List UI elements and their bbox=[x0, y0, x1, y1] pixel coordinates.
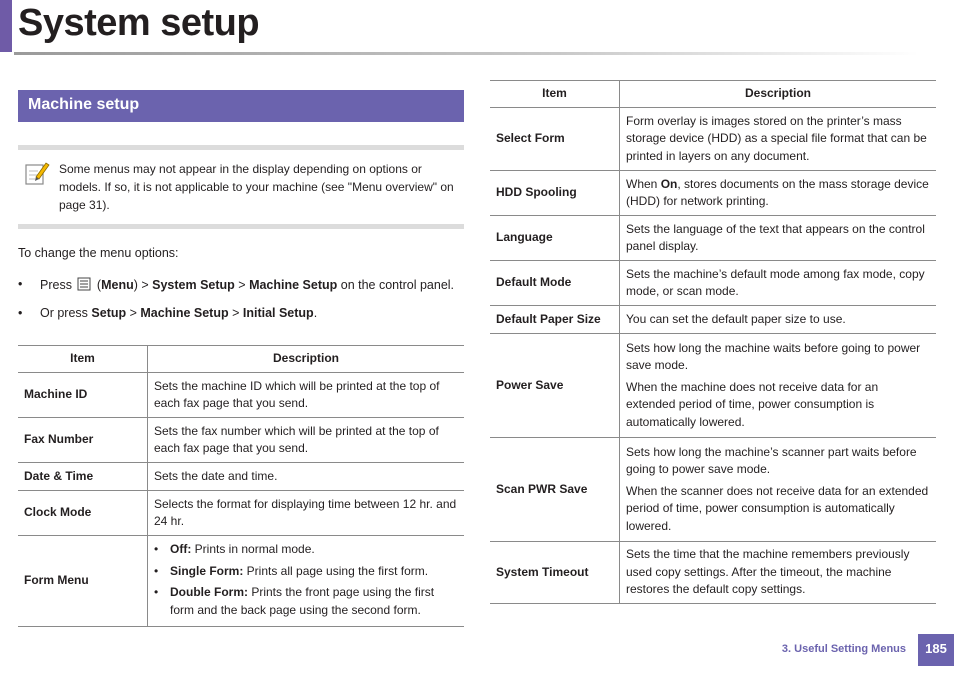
instruction-text: on the control panel. bbox=[337, 278, 455, 292]
description-text: When bbox=[626, 176, 661, 191]
menu-path-item: Machine Setup bbox=[249, 278, 338, 292]
intro-text: To change the menu options: bbox=[18, 246, 179, 260]
table-row bbox=[18, 491, 464, 536]
row-item: Clock Mode bbox=[18, 491, 148, 536]
menu-path-item: Initial Setup bbox=[242, 306, 314, 320]
menu-path-item: Machine Setup bbox=[140, 306, 229, 320]
row-item: Machine ID bbox=[18, 373, 148, 418]
row-item: Default Mode bbox=[490, 261, 620, 306]
table-row bbox=[490, 306, 936, 334]
title-accent-bar bbox=[0, 0, 12, 52]
row-description bbox=[620, 334, 937, 438]
row-item: HDD Spooling bbox=[490, 171, 620, 216]
table-row bbox=[490, 334, 936, 438]
instruction-text: Or press bbox=[40, 306, 92, 320]
menu-icon bbox=[77, 277, 91, 291]
row-description bbox=[620, 171, 937, 216]
row-item: System Timeout bbox=[490, 542, 620, 604]
row-description: Sets the language of the text that appears on the control panel display. bbox=[626, 221, 925, 253]
row-item: Scan PWR Save bbox=[490, 438, 620, 542]
table-row bbox=[490, 438, 936, 542]
menu-path-item: Setup bbox=[91, 306, 127, 320]
menu-path-item: System Setup bbox=[152, 278, 235, 292]
row-item: Select Form bbox=[490, 108, 620, 171]
description-text: , stores documents on the mass storage device (HDD) for network printing. bbox=[626, 176, 929, 208]
table-row bbox=[490, 261, 936, 306]
row-item: Form Menu bbox=[18, 536, 148, 627]
table-row bbox=[18, 418, 464, 463]
row-item: Default Paper Size bbox=[490, 306, 620, 334]
instruction-item: • Or press Setup > Machine Setup > Initial Setup. bbox=[18, 306, 454, 335]
table-row bbox=[490, 216, 936, 261]
instruction-text: . bbox=[313, 306, 318, 320]
row-description bbox=[620, 438, 937, 542]
title-divider bbox=[14, 52, 919, 55]
table-row bbox=[490, 542, 936, 604]
table-row bbox=[18, 463, 464, 491]
row-description: Sets the machine’s default mode among fax mode, copy mode, or scan mode. bbox=[626, 266, 925, 298]
option-item bbox=[154, 541, 458, 559]
option-text: Prints the front page using the first form and the back page using the second form. bbox=[170, 585, 435, 617]
row-description: Sets the time that the machine remembers previously used copy settings. After the timeout, the machine restores the default copy settings. bbox=[626, 547, 910, 597]
table-header-row bbox=[18, 346, 464, 373]
column-header-item: Item bbox=[490, 81, 620, 108]
option-label: Off: bbox=[170, 542, 192, 556]
option-text: Prints in normal mode. bbox=[191, 542, 315, 556]
chapter-label: 3. Useful Setting Menus bbox=[781, 643, 906, 655]
instruction-text: Press bbox=[40, 278, 72, 292]
column-header-description: Description bbox=[620, 81, 937, 108]
option-item bbox=[154, 563, 458, 581]
row-item: Language bbox=[490, 216, 620, 261]
table-row bbox=[490, 171, 936, 216]
row-description: Sets the machine ID which will be printed at the top of each fax page that you send. bbox=[154, 378, 440, 410]
instruction-list bbox=[18, 277, 454, 335]
description-paragraph: Sets how long the machine’s scanner part waits before going to power save mode. bbox=[626, 444, 917, 477]
description-emphasis: On bbox=[660, 176, 678, 191]
option-label: Double Form: bbox=[170, 585, 248, 599]
option-text: Prints all page using the first form. bbox=[243, 563, 429, 578]
instruction-item: • Press (Menu) > System Setup > Machine Setup on the control panel. bbox=[18, 277, 454, 306]
table-row bbox=[490, 108, 936, 171]
table-row bbox=[18, 373, 464, 418]
row-description: Selects the format for displaying time between 12 hr. and 24 hr. bbox=[154, 496, 457, 528]
description-paragraph: When the machine does not receive data for an extended period of time, power consumption is automatically lowered. bbox=[626, 379, 879, 429]
page-title: System setup bbox=[18, 2, 260, 44]
column-header-description: Description bbox=[148, 346, 465, 373]
row-item: Fax Number bbox=[18, 418, 148, 463]
menu-label: Menu bbox=[101, 278, 134, 292]
note-box bbox=[18, 145, 464, 229]
row-item: Date & Time bbox=[18, 463, 148, 491]
settings-table-left bbox=[18, 345, 464, 627]
option-item bbox=[154, 584, 458, 619]
table-header-row bbox=[490, 81, 936, 108]
row-description: You can set the default paper size to use. bbox=[626, 311, 846, 326]
row-description: Sets the date and time. bbox=[154, 468, 278, 483]
option-list bbox=[154, 541, 458, 619]
page-number: 185 bbox=[918, 634, 954, 666]
settings-table-right bbox=[490, 80, 936, 604]
table-row bbox=[18, 536, 464, 627]
section-heading: Machine setup bbox=[18, 90, 464, 122]
column-header-item: Item bbox=[18, 346, 148, 373]
option-label: Single Form: bbox=[170, 563, 244, 578]
row-description bbox=[148, 536, 465, 627]
description-paragraph: When the scanner does not receive data for an extended period of time, power consumption is automatically lowered. bbox=[626, 483, 929, 533]
description-paragraph: Sets how long the machine waits before going to power save mode. bbox=[626, 340, 921, 373]
note-pencil-icon bbox=[24, 160, 50, 186]
note-text: Some menus may not appear in the display depending on options or models. If so, it is not applicable to your machine (see "Menu overview" on page 31). bbox=[59, 162, 454, 212]
row-item: Power Save bbox=[490, 334, 620, 438]
row-description: Sets the fax number which will be printed at the top of each fax page that you send. bbox=[154, 423, 439, 455]
row-description: Form overlay is images stored on the printer’s mass storage device (HDD) as a special file format that can be printed in layers on any document. bbox=[626, 113, 927, 163]
